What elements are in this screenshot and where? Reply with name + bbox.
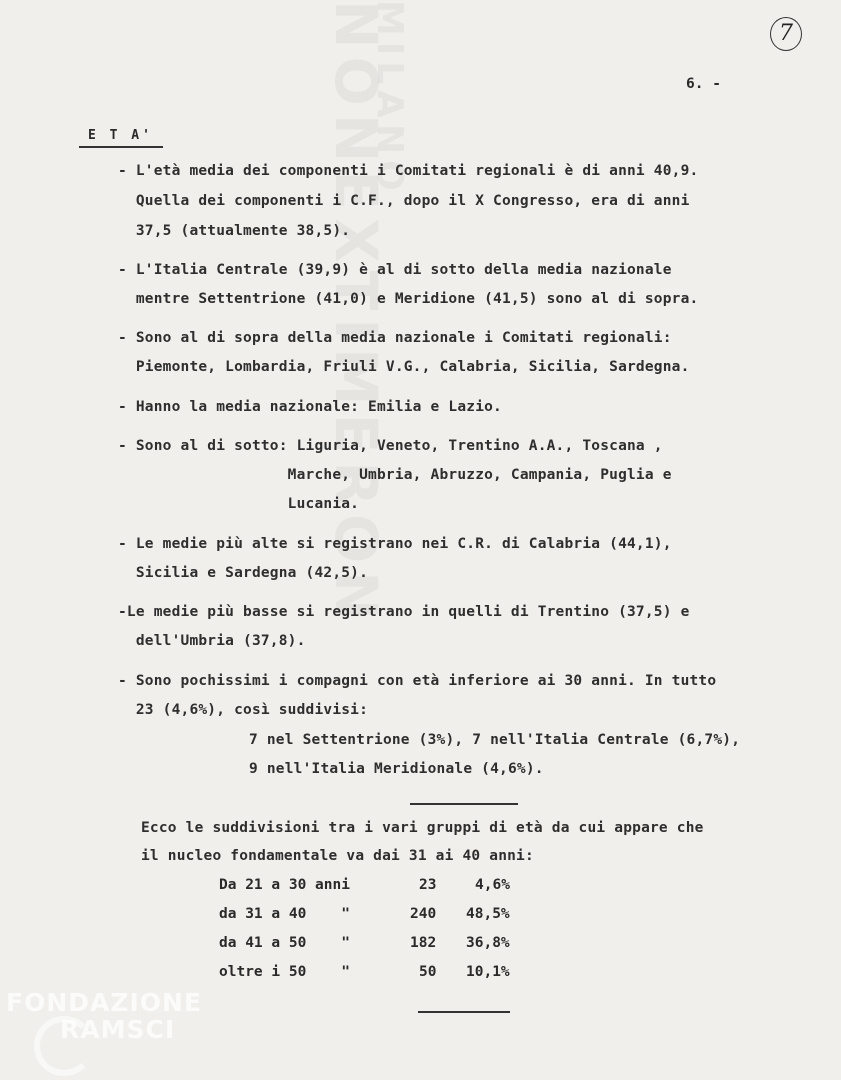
archive-number: 7 bbox=[770, 17, 802, 51]
text-line: Piemonte, Lombardia, Friuli V.G., Calabria, Sicilia, Sardegna. bbox=[118, 359, 690, 375]
age-range: Da 21 a 30 anni bbox=[219, 877, 350, 893]
text-line: 37,5 (attualmente 38,5). bbox=[118, 223, 351, 239]
age-percent: 4,6% bbox=[475, 877, 510, 893]
text-line: il nucleo fondamentale va dai 31 ai 40 anni: bbox=[141, 848, 534, 864]
age-range: da 41 a 50 " bbox=[219, 935, 350, 951]
age-count: 50 bbox=[419, 964, 437, 980]
text-line: - Hanno la media nazionale: Emilia e Lazio. bbox=[118, 399, 502, 415]
age-range: da 31 a 40 " bbox=[219, 906, 350, 922]
text-line: mentre Settentrione (41,0) e Meridione (41,5) sono al di sopra. bbox=[118, 291, 699, 307]
logo-line-2: RAMSCI bbox=[60, 1015, 176, 1044]
separator-rule bbox=[410, 803, 518, 805]
age-percent: 36,8% bbox=[466, 935, 510, 951]
watermark-vertical-2 bbox=[330, 0, 410, 260]
heading-underline bbox=[79, 146, 163, 148]
text-line: 7 nel Settentrione (3%), 7 nell'Italia Centrale (6,7%), bbox=[249, 732, 741, 748]
text-line: - L'Italia Centrale (39,9) è al di sotto della media nazionale bbox=[118, 262, 672, 278]
age-range: oltre i 50 " bbox=[219, 964, 350, 980]
separator-rule bbox=[418, 1011, 510, 1013]
text-line: Lucania. bbox=[118, 496, 360, 512]
section-heading: E T A' bbox=[88, 128, 153, 143]
text-line: - L'età media dei componenti i Comitati regionali è di anni 40,9. bbox=[118, 163, 699, 179]
foundation-logo bbox=[6, 988, 202, 1044]
age-count: 23 bbox=[419, 877, 437, 893]
page-number: 6. - bbox=[686, 76, 721, 92]
age-percent: 48,5% bbox=[466, 906, 510, 922]
text-line: - Sono al di sopra della media nazionale i Comitati regionali: bbox=[118, 330, 672, 346]
age-count: 182 bbox=[410, 935, 437, 951]
logo-line-1: FONDAZIONE bbox=[6, 988, 203, 1017]
text-line: Sicilia e Sardegna (42,5). bbox=[118, 565, 369, 581]
text-line: Quella dei componenti i C.F., dopo il X Congresso, era di anni bbox=[118, 193, 690, 209]
text-line: - Le medie più alte si registrano nei C.R. di Calabria (44,1), bbox=[118, 536, 672, 552]
text-line: dell'Umbria (37,8). bbox=[118, 633, 306, 649]
age-count: 240 bbox=[410, 906, 437, 922]
text-line: 23 (4,6%), così suddivisi: bbox=[118, 702, 369, 718]
text-line: Ecco le suddivisioni tra i vari gruppi di età da cui appare che bbox=[141, 820, 704, 836]
text-line: Marche, Umbria, Abruzzo, Campania, Puglia e bbox=[118, 467, 672, 483]
text-line: - Sono pochissimi i compagni con età inferiore ai 30 anni. In tutto bbox=[118, 673, 717, 689]
age-percent: 10,1% bbox=[466, 964, 510, 980]
text-line: 9 nell'Italia Meridionale (4,6%). bbox=[249, 761, 544, 777]
text-line: - Sono al di sotto: Liguria, Veneto, Trentino A.A., Toscana , bbox=[118, 438, 663, 454]
text-line: -Le medie più basse si registrano in quelli di Trentino (37,5) e bbox=[118, 604, 690, 620]
